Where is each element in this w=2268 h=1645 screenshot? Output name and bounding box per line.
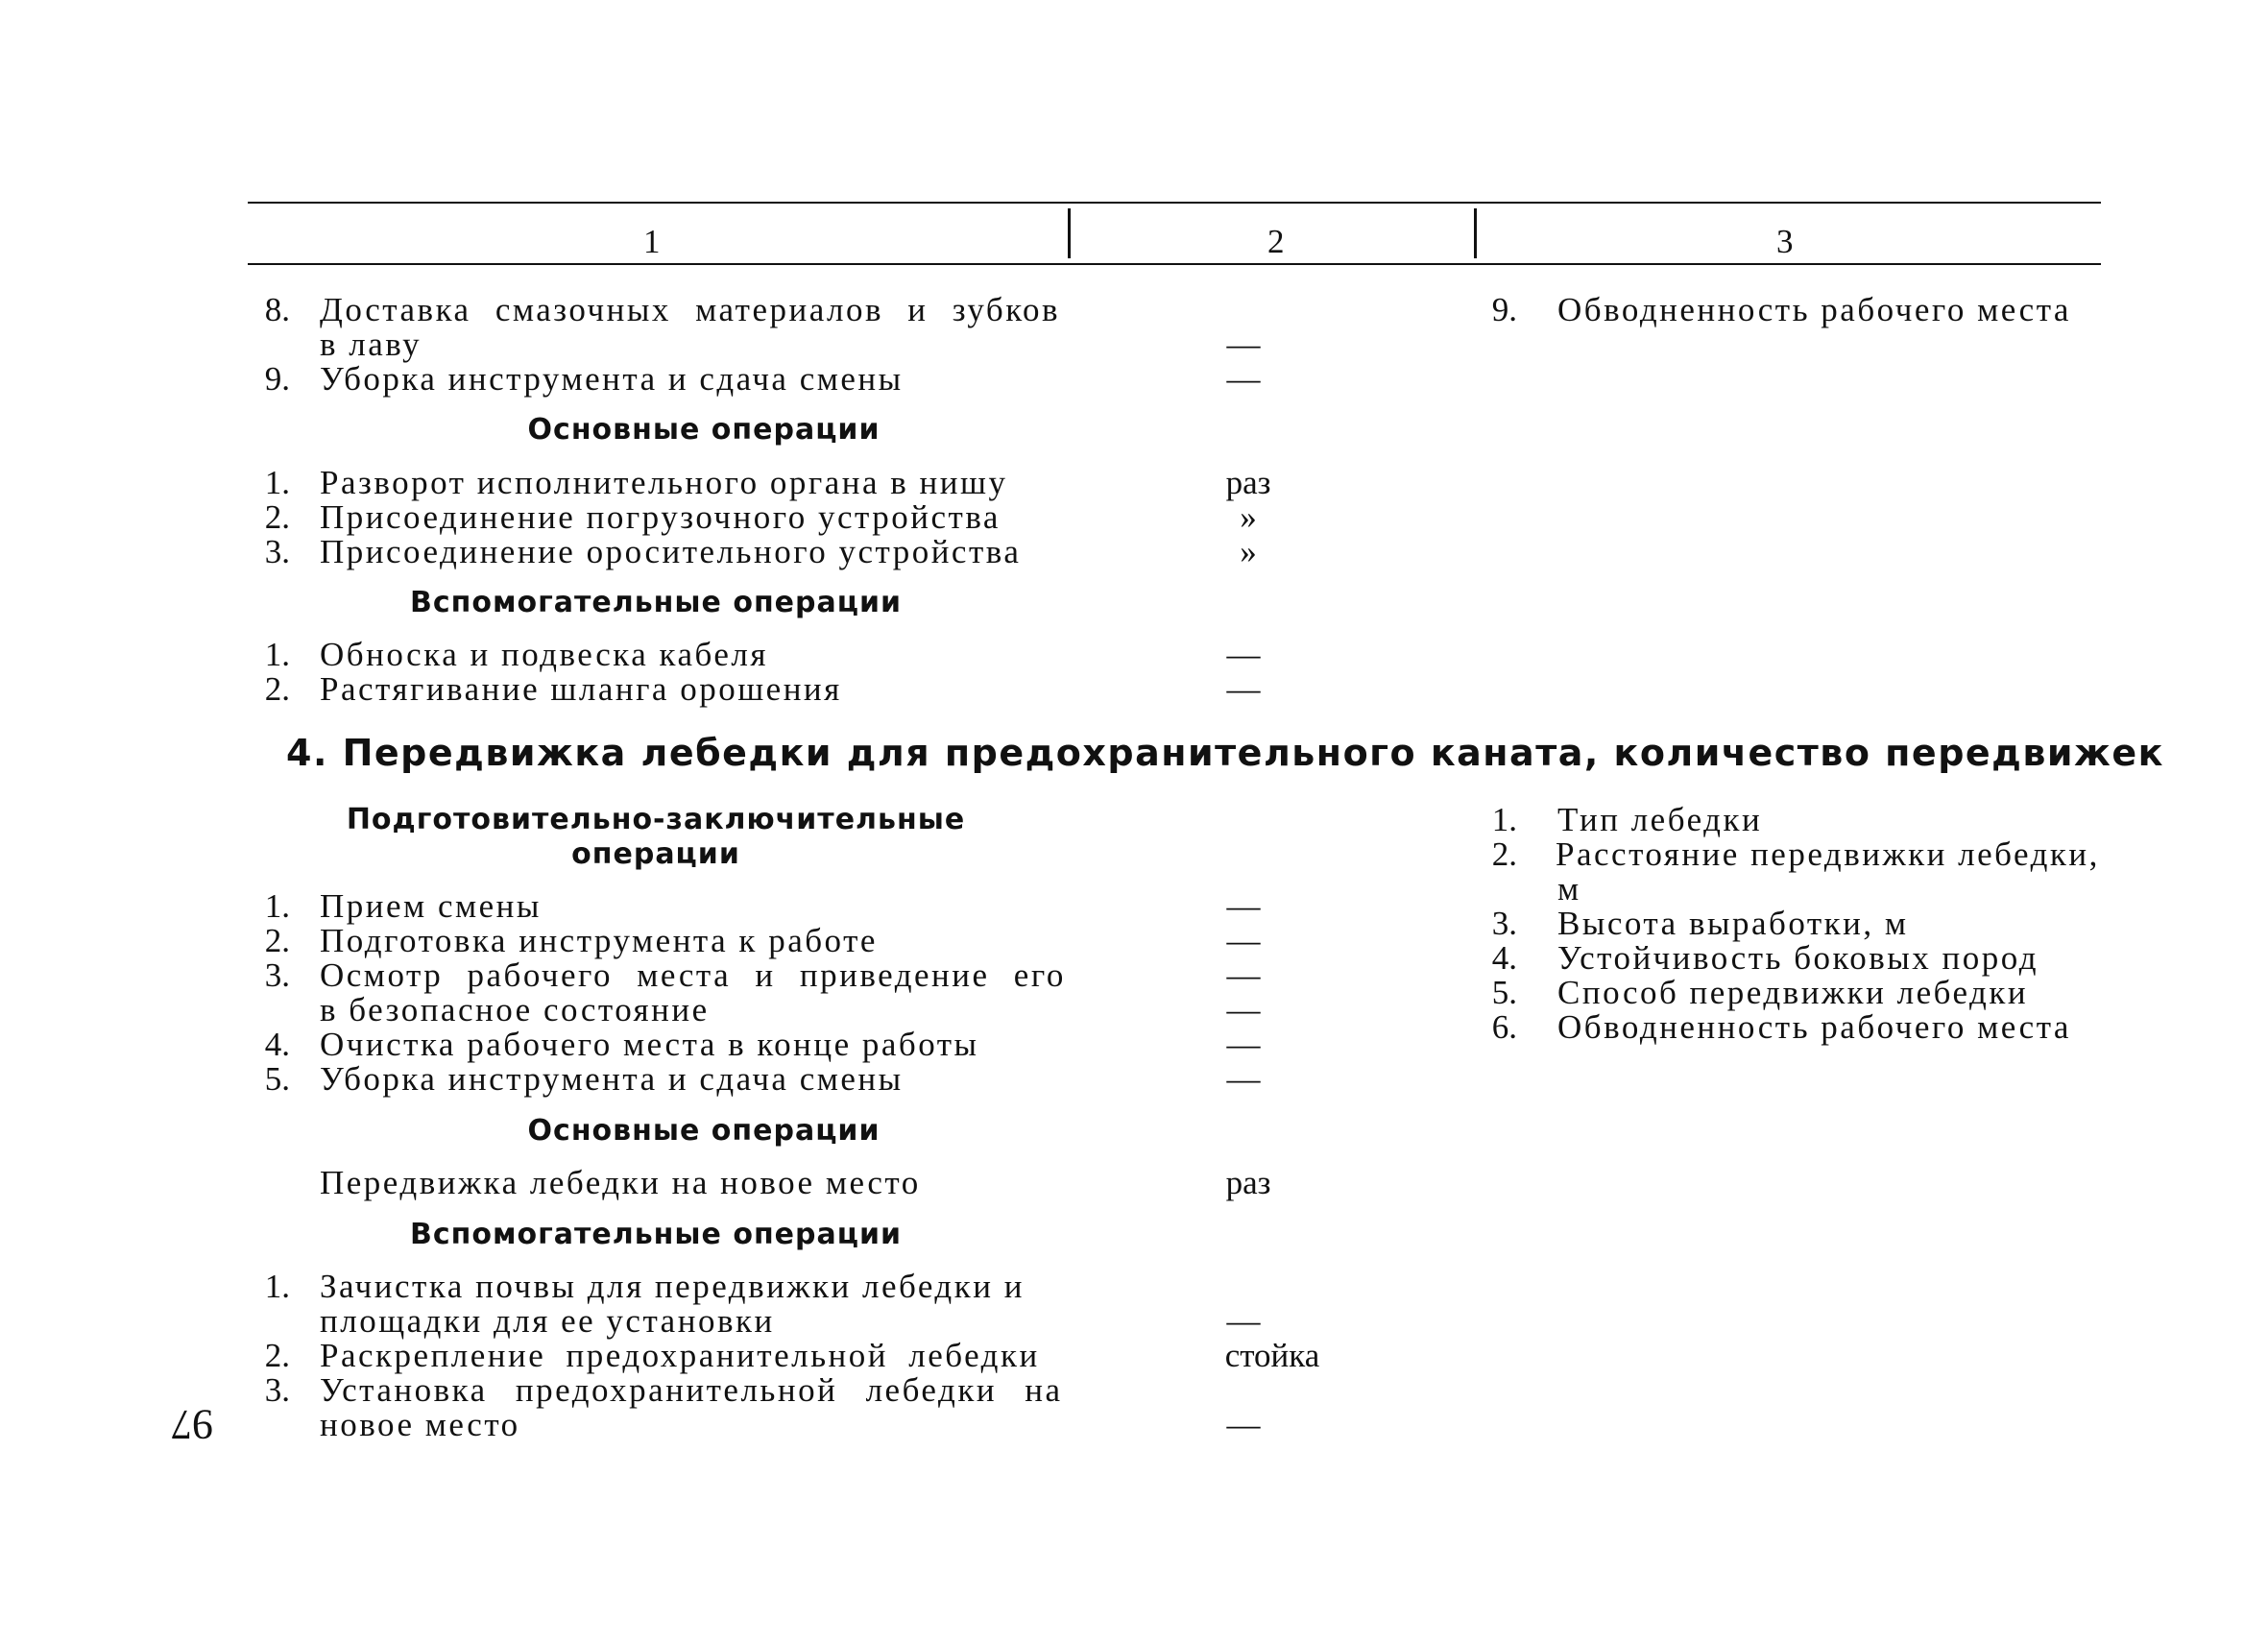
unit-cell: » <box>1240 498 1257 536</box>
subsection-heading: операции <box>571 837 740 871</box>
unit-cell: — <box>1226 670 1261 708</box>
row-number: 4. <box>264 1026 290 1063</box>
row-number: 3. <box>264 1371 290 1409</box>
factor-number: 9. <box>1491 291 1517 328</box>
factor-number: 5. <box>1491 974 1517 1011</box>
factor-text: Обводненность рабочего места <box>1557 1008 2071 1046</box>
row-text: Зачистка почвы для передвижки лебедки и <box>320 1268 1025 1305</box>
subsection-heading: Вспомогательные операции <box>409 586 903 619</box>
row-text: Прием смены <box>320 887 542 925</box>
unit-cell: — <box>1226 360 1261 398</box>
row-number: 2. <box>264 922 290 959</box>
row-text: Установка предохранительной лебедки на <box>320 1371 1063 1409</box>
unit-cell: — <box>1226 1026 1261 1063</box>
factor-number: 4. <box>1491 939 1517 977</box>
row-text: площадки для ее установки <box>320 1302 775 1340</box>
column-header-2: 2 <box>1267 223 1287 260</box>
row-text: в безопасное состояние <box>320 991 710 1028</box>
row-number: 1. <box>264 636 290 673</box>
subsection-heading: Основные операции <box>527 413 881 447</box>
row-number: 2. <box>264 1337 290 1374</box>
row-text: Раскрепление предохранительной лебедки <box>320 1337 1040 1374</box>
unit-cell: — <box>1226 887 1261 925</box>
row-text: в лаву <box>320 326 422 363</box>
page-number: 97 <box>171 1401 213 1448</box>
row-text: Уборка инструмента и сдача смены <box>320 1060 904 1098</box>
row-text: Осмотр рабочего места и приведение его <box>320 956 1066 994</box>
row-text: Очистка рабочего места в конце работы <box>320 1026 979 1063</box>
table-top-rule <box>248 202 2101 204</box>
subsection-heading: Основные операции <box>527 1114 881 1148</box>
unit-cell: раз <box>1225 464 1271 501</box>
subsection-heading: Подготовительно-заключительные <box>346 803 966 836</box>
column-header-1: 1 <box>643 223 663 260</box>
row-text: Доставка смазочных материалов и зубков <box>320 291 1060 328</box>
unit-cell: » <box>1240 533 1257 570</box>
factor-text: Обводненность рабочего места <box>1557 291 2071 328</box>
row-text: Подготовка инструмента к работе <box>320 922 878 959</box>
factor-number: 6. <box>1491 1008 1517 1046</box>
section-title: 4. Передвижка лебедки для предохранительного каната, количество передвижек <box>286 732 2164 774</box>
unit-cell: раз <box>1225 1164 1271 1201</box>
row-text: Уборка инструмента и сдача смены <box>320 360 904 398</box>
unit-cell: — <box>1226 956 1261 994</box>
row-number: 1. <box>264 464 290 501</box>
row-text: Обноска и подвеска кабеля <box>320 636 768 673</box>
factor-number: 1. <box>1491 801 1517 838</box>
factor-text: Способ передвижки лебедки <box>1557 974 2029 1011</box>
row-text: Передвижка лебедки на новое место <box>320 1164 921 1201</box>
row-text: новое место <box>320 1406 520 1443</box>
row-number: 5. <box>264 1060 290 1098</box>
table-header-bottom-rule <box>248 263 2101 265</box>
unit-cell: — <box>1226 922 1261 959</box>
column-divider-1 <box>1068 208 1071 258</box>
row-number: 2. <box>264 670 290 708</box>
unit-cell: — <box>1226 1060 1261 1098</box>
row-number: 8. <box>264 291 290 328</box>
unit-cell: — <box>1226 636 1261 673</box>
row-number: 3. <box>264 533 290 570</box>
factor-text: Высота выработки, м <box>1557 905 1909 942</box>
unit-cell: — <box>1226 991 1261 1028</box>
factor-text: Расстояние передвижки лебедки, <box>1556 835 2100 873</box>
unit-cell: — <box>1226 326 1261 363</box>
row-number: 9. <box>264 360 290 398</box>
unit-cell: — <box>1226 1406 1261 1443</box>
row-number: 1. <box>264 1268 290 1305</box>
row-text: Растягивание шланга орошения <box>320 670 842 708</box>
unit-cell: — <box>1226 1302 1261 1340</box>
unit-cell: стойка <box>1224 1337 1320 1374</box>
row-text: Присоединение погрузочного устройства <box>320 498 1001 536</box>
factor-number: 3. <box>1491 905 1517 942</box>
row-number: 3. <box>264 956 290 994</box>
row-number: 1. <box>264 887 290 925</box>
row-number: 2. <box>264 498 290 536</box>
row-text: Присоединение оросительного устройства <box>320 533 1022 570</box>
column-header-3: 3 <box>1776 223 1796 260</box>
factor-text: м <box>1557 870 1581 907</box>
factor-number: 2. <box>1491 835 1517 873</box>
factor-text: Тип лебедки <box>1557 801 1763 838</box>
subsection-heading: Вспомогательные операции <box>409 1218 903 1251</box>
factor-text: Устойчивость боковых пород <box>1557 939 2039 977</box>
row-text: Разворот исполнительного органа в нишу <box>320 464 1008 501</box>
column-divider-2 <box>1474 208 1477 258</box>
